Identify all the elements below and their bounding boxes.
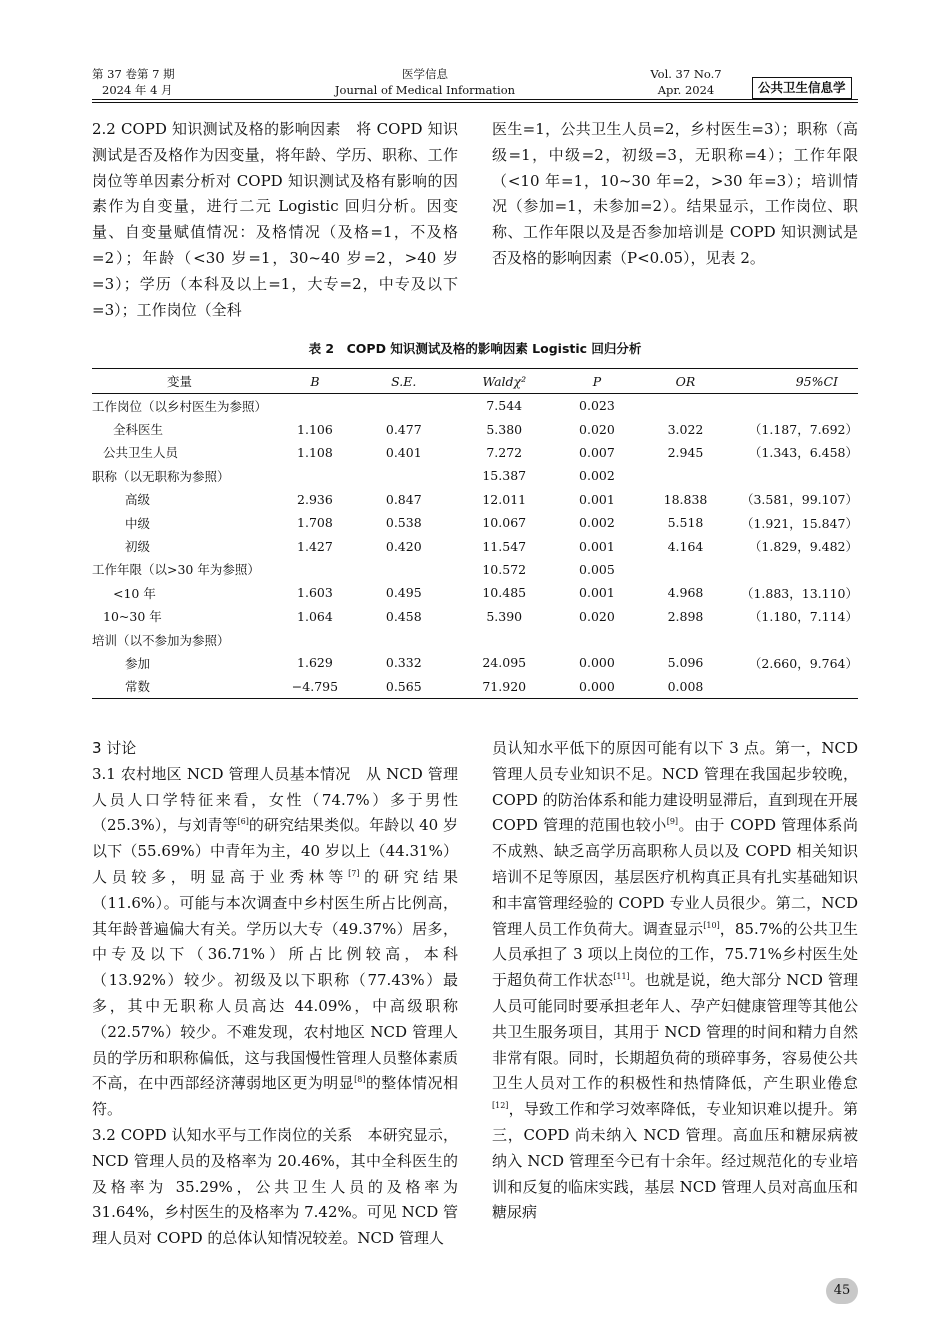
- cell-se: 0.477: [385, 421, 422, 437]
- cell-b: [267, 394, 363, 418]
- cell-ci: （1.921，15.847）: [740, 515, 858, 531]
- page-number: 45: [826, 1278, 858, 1304]
- cell-b: −4.795: [267, 675, 363, 699]
- citation-11: [11]: [613, 972, 630, 982]
- header-rule-thin: [92, 102, 858, 103]
- table-row: [92, 417, 858, 440]
- cell-b: 1.629: [297, 655, 333, 671]
- cell-wald: 11.547: [482, 538, 527, 554]
- cell-se: 0.847: [385, 491, 422, 507]
- col-header-or: OR: [630, 369, 741, 394]
- section-3-2-title: 3.2 COPD 认知水平与工作岗位的关系: [92, 1125, 353, 1144]
- table-row: [92, 675, 858, 699]
- section-3-2-text-d: 。也就是说，绝大部分 NCD 管理人员可能同时要承担老年人、孕产妇健康管理等其他公共卫生服务项目，其用于 NCD 管理的时间和精力自然非常有限。同时，长期超负荷的琐碎事务，容易使公共卫生人员对工作的积极性和热情降低，产生职业倦怠: [492, 971, 858, 1093]
- cell-or: 18.838: [663, 491, 708, 507]
- table-row: [92, 581, 858, 604]
- cell-ci: （1.883，13.110）: [740, 585, 858, 601]
- row-label: 高级: [125, 492, 151, 508]
- cell-b: 2.936: [297, 491, 333, 507]
- cell-or: 4.164: [667, 538, 704, 554]
- journal-volume-issue: [92, 66, 175, 98]
- cell-p: 0.000: [579, 655, 615, 671]
- cell-se: 0.332: [385, 655, 422, 671]
- citation-8: [8]: [354, 1075, 366, 1085]
- cell-se: [363, 464, 445, 487]
- row-label: 公共卫生人员: [103, 445, 179, 461]
- left-column-discussion: [92, 736, 458, 1252]
- section-3-2-text-b: 。由于 COPD 管理体系尚不成熟、缺乏高学历高职称人员以及 COPD 相关知识培训不足等原因，基层医疗机构真正具有扎实基础知识和丰富管理经验的 COPD 专业人员很少。第二，NCD 管理人员工作负荷大。调查显示: [492, 816, 858, 938]
- row-label: 10~30 年: [103, 609, 162, 625]
- cell-b: 1.603: [297, 585, 333, 601]
- citation-9: [9]: [666, 817, 679, 827]
- col-header-variable: 变量: [92, 369, 267, 394]
- cell-wald: 24.095: [482, 655, 527, 671]
- cell-wald: 15.387: [482, 468, 527, 484]
- cell-ci: [741, 628, 858, 651]
- col-header-p: P: [564, 369, 630, 394]
- table-row: [92, 534, 858, 557]
- cell-p: 0.005: [579, 561, 615, 577]
- cell-ci: （1.343，6.458）: [748, 445, 858, 461]
- cell-or: 2.945: [667, 444, 704, 460]
- section-badge: 公共卫生信息学: [752, 77, 852, 99]
- cell-wald: 7.272: [486, 444, 523, 460]
- cell-ci: [741, 394, 858, 418]
- cell-b: [267, 558, 363, 581]
- row-label: 工作岗位（以乡村医生为参照）: [92, 398, 268, 414]
- cell-se: [363, 558, 445, 581]
- cell-b: [267, 464, 363, 487]
- row-label: 常数: [92, 675, 267, 699]
- cell-b: 1.708: [297, 515, 333, 531]
- cell-se: 0.420: [385, 538, 422, 554]
- table-row: [92, 558, 858, 581]
- cell-or: [630, 394, 741, 418]
- cell-b: 1.427: [297, 538, 333, 554]
- cell-ci: （1.829，9.482）: [748, 539, 858, 555]
- table-row: [92, 605, 858, 628]
- col-header-b: B: [267, 369, 363, 394]
- cell-se: 0.401: [385, 444, 422, 460]
- citation-10: [10]: [703, 920, 720, 930]
- row-label: <10 年: [113, 585, 156, 601]
- cell-or: 0.008: [630, 675, 741, 699]
- cell-wald: 5.390: [486, 608, 523, 624]
- cell-se: [363, 628, 445, 651]
- cell-b: 1.064: [297, 608, 333, 624]
- journal-volume-en: [640, 66, 732, 98]
- cell-ci: [741, 675, 858, 699]
- right-column-discussion: [492, 736, 858, 1226]
- cell-wald: 12.011: [482, 491, 527, 507]
- header-rule: [92, 99, 858, 100]
- row-label: 培训（以不参加为参照）: [92, 632, 230, 648]
- cell-or: 5.518: [667, 515, 704, 531]
- col-header-ci: 95%CI: [741, 369, 858, 394]
- cell-wald: 10.485: [482, 585, 527, 601]
- section-3-1-text-a: 从 NCD 管理人员人口学特征来看，女性（74.7%）多于男性（25.3%），与刘青等: [92, 764, 458, 835]
- table-header-row: [92, 369, 858, 394]
- section-2-2-continued: 医生=1，公共卫生人员=2，乡村医生=3）；职称（高级=1，中级=2，初级=3，无职称=4）；工作年限（<10 年=1，10~30 年=2，>30 年=3）；培训情况（参加=1，未参加=2）。结果显示，工作岗位、职称、工作年限以及是否参加培训是 COPD 知识测试是否及格的影响因素（P<0.05），见表 2。: [492, 120, 858, 267]
- table-row: [92, 628, 858, 651]
- section-3-1-paragraph: [92, 762, 458, 1123]
- cell-se: [363, 394, 445, 418]
- journal-title: [300, 66, 550, 98]
- cell-ci: （3.581，99.107）: [740, 492, 858, 508]
- journal-title-cn: 医学信息: [402, 67, 448, 81]
- cell-or: 3.022: [667, 421, 704, 437]
- section-3-1-text-c: 的研究结果（11.6%）。可能与本次调查中乡村医生所占比例高，其年龄普遍偏大有关。学历以大专（49.37%）居多，中专及以下（36.71%）所占比例较高，本科（13.92%）较少。初级及以下职称（77.43%）最多，其中无职称人员高达 44.09%，中高级职称（22.57%）较少。不难发现，农村地区 NCD 管理人员的学历和职称偏低，这与我国慢性管理人员整体素质不高，在中西部经济薄弱地区更为明显: [92, 867, 458, 1093]
- right-column-top: [492, 117, 858, 272]
- cell-p: [564, 628, 630, 651]
- section-3-2-text-c: ，85.7%的公共卫生人员承担了 3 项以上岗位的工作，75.71%乡村医生处于超负荷工作状态: [492, 919, 858, 990]
- cell-se: 0.565: [363, 675, 445, 699]
- journal-title-en: Journal of Medical Information: [334, 83, 516, 97]
- volume-issue: 第 37 卷第 7 期: [92, 67, 175, 81]
- cell-or: 2.898: [667, 608, 704, 624]
- cell-p: 0.002: [579, 515, 615, 531]
- cell-ci: （1.180，7.114）: [748, 609, 858, 625]
- cell-wald: 7.544: [486, 398, 523, 414]
- section-3-2-continued: [492, 736, 858, 1226]
- cell-or: 4.968: [667, 585, 704, 601]
- row-label: 参加: [125, 655, 151, 671]
- cell-p: 0.007: [579, 444, 615, 460]
- cell-or: [630, 558, 741, 581]
- issue-date: 2024 年 4 月: [102, 83, 173, 97]
- cell-se: 0.538: [385, 515, 422, 531]
- regression-table: [92, 368, 858, 699]
- table-row: [92, 651, 858, 674]
- cell-or: [630, 628, 741, 651]
- volume-en: Vol. 37 No.7: [650, 67, 722, 81]
- cell-se: 0.458: [385, 608, 422, 624]
- cell-wald: 71.920: [445, 675, 564, 699]
- cell-p: 0.020: [579, 421, 615, 437]
- row-label: 全科医生: [113, 422, 164, 438]
- section-3-1-text-b: 的研究结果类似。年龄以 40 岁以下（55.69%）中青年为主，40 岁以上（44.31%）人员较多，明显高于业秀林等: [92, 816, 459, 886]
- table-row: [92, 511, 858, 534]
- citation-12: [12]: [492, 1101, 509, 1111]
- row-label: 中级: [125, 515, 151, 531]
- table-caption: 表 2 COPD 知识测试及格的影响因素 Logistic 回归分析: [308, 341, 642, 356]
- date-en: Apr. 2024: [657, 83, 715, 97]
- table-row: [92, 464, 858, 487]
- cell-se: 0.495: [385, 585, 422, 601]
- table-row: [92, 488, 858, 511]
- cell-b: 1.106: [297, 421, 333, 437]
- cell-ci: （2.660，9.764）: [748, 655, 858, 671]
- cell-ci: [741, 464, 858, 487]
- section-3-2-paragraph: [92, 1123, 458, 1252]
- section-3-1-text-d: 的整体情况相符。: [92, 1074, 458, 1119]
- left-column-top: [92, 117, 458, 323]
- section-3-2-text-e: ，导致工作和学习效率降低，专业知识难以提升。第三，COPD 尚未纳入 NCD 管理。高血压和糖尿病被纳入 NCD 管理至今已有十余年。经过规范化的专业培训和反复的临床实践，基层 NCD 管理人员对高血压和糖尿病: [492, 1100, 858, 1222]
- cell-p: 0.001: [579, 585, 615, 601]
- cell-b: [267, 628, 363, 651]
- cell-ci: （1.187，7.692）: [748, 422, 858, 438]
- cell-or: [630, 464, 741, 487]
- citation-7: [7]: [348, 868, 360, 878]
- row-label: 初级: [125, 539, 151, 555]
- cell-p: 0.020: [579, 608, 615, 624]
- cell-ci: [741, 558, 858, 581]
- table-row: [92, 441, 858, 464]
- section-3-1-title: 3.1 农村地区 NCD 管理人员基本情况: [92, 764, 351, 783]
- citation-6: [6]: [237, 817, 249, 827]
- table-row: [92, 394, 858, 418]
- col-header-se: S.E.: [363, 369, 445, 394]
- cell-p: 0.000: [564, 675, 630, 699]
- cell-p: 0.001: [579, 538, 615, 554]
- cell-p: 0.001: [579, 491, 615, 507]
- cell-wald: 10.572: [482, 561, 527, 577]
- section-3-2-text-a: 员认知水平低下的原因可能有以下 3 点。第一，NCD 管理人员专业知识不足。NCD 管理在我国起步较晚，COPD 的防治体系和能力建设明显滞后，直到现在开展 COPD 管理的范围也较小: [492, 739, 858, 835]
- cell-p: 0.002: [579, 468, 615, 484]
- cell-or: 5.096: [667, 655, 704, 671]
- row-label: 工作年限（以>30 年为参照）: [92, 562, 260, 578]
- cell-wald: 5.380: [486, 421, 523, 437]
- col-header-wald: Waldχ²: [445, 369, 564, 394]
- section-2-2-paragraph: 2.2 COPD 知识测试及格的影响因素 将 COPD 知识测试是否及格作为因变量，将年龄、学历、职称、工作岗位等单因素分析对 COPD 知识测试及格有影响的因素作为自变量，进行二元 Logistic 回归分析。因变量、自变量赋值情况：及格情况（及格=1，不及格=2）；年龄（<30 岁=1，30~40 岁=2，>40 岁=3）；学历（本科及以上=1，大专=2，中专及以下=3）；工作岗位（全科: [92, 120, 458, 319]
- discussion-heading: 3 讨论: [92, 739, 137, 757]
- cell-wald: 10.067: [482, 515, 527, 531]
- row-label: 职称（以无职称为参照）: [92, 468, 230, 484]
- cell-wald: [445, 628, 564, 651]
- section-3-2-text: 本研究显示，NCD 管理人员的及格率为 20.46%，其中全科医生的及格率为 35.29%，公共卫生人员的及格率为 31.64%，乡村医生的及格率为 7.42%。可见 NCD 管理人员对 COPD 的总体认知情况较差。NCD 管理人: [92, 1125, 458, 1248]
- cell-p: 0.023: [579, 398, 615, 414]
- cell-b: 1.108: [297, 444, 333, 460]
